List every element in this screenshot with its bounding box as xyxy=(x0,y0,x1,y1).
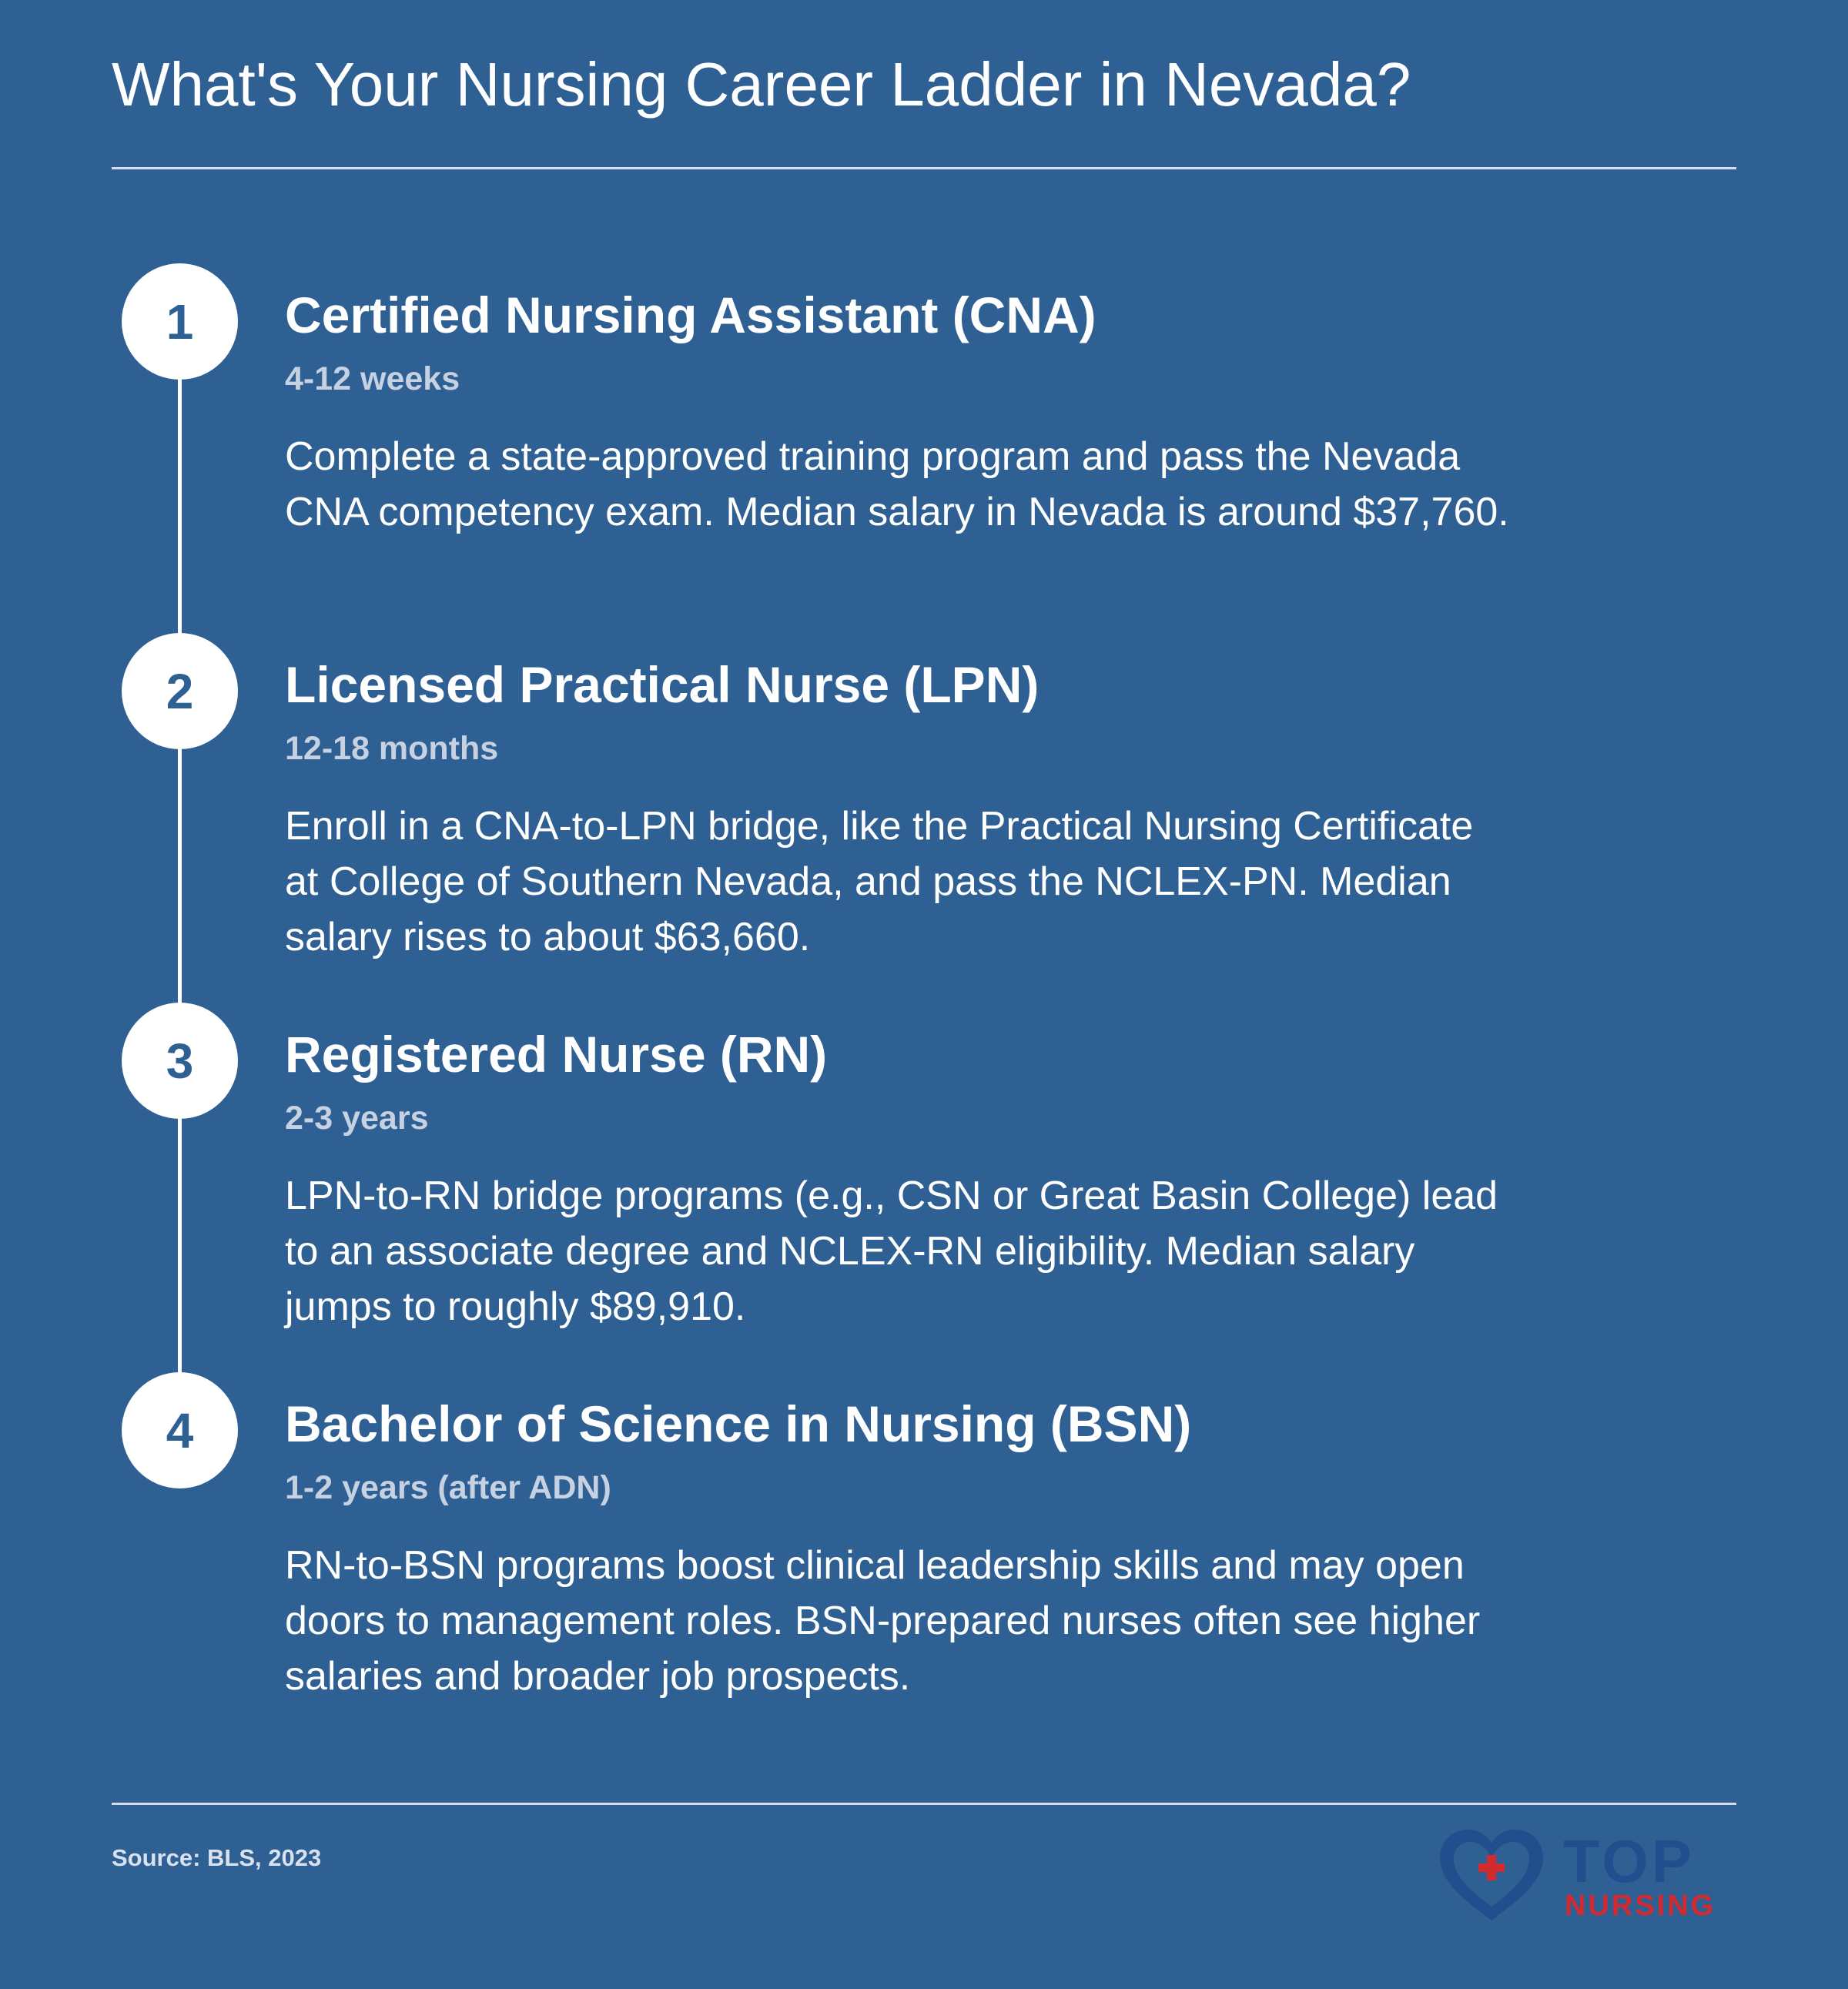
top-nursing-logo xyxy=(1434,1827,1742,1927)
step-2-circle xyxy=(122,633,238,749)
step-4-title: Bachelor of Science in Nursing (BSN) xyxy=(285,1395,1192,1452)
heart-cross-icon xyxy=(1434,1827,1549,1927)
step-3-description: LPN-to-RN bridge programs (e.g., CSN or Great Basin College) lead to an associate degree and NCLEX-RN eligibility. Median salary jumps to roughly $89,910. xyxy=(285,1173,1498,1329)
step-2-title: Licensed Practical Nurse (LPN) xyxy=(285,656,1040,713)
step-4-description: RN-to-BSN programs boost clinical leadership skills and may open doors to management roles. BSN-prepared nurses often see higher salaries and broader job prospects. xyxy=(285,1542,1481,1699)
step-1-circle xyxy=(122,263,238,380)
step-2-description: Enroll in a CNA-to-LPN bridge, like the Practical Nursing Certificate at College of Southern Nevada, and pass the NCLEX-PN. Median salary rises to about $63,660. xyxy=(285,803,1474,959)
step-4 xyxy=(285,1395,1517,1704)
step-3-circle xyxy=(122,1003,238,1119)
source-note: Source: BLS, 2023 xyxy=(112,1844,322,1871)
timeline-line xyxy=(178,308,182,1432)
step-1-title: Certified Nursing Assistant (CNA) xyxy=(285,286,1096,343)
bottom-divider xyxy=(112,1803,1736,1805)
step-3 xyxy=(285,1026,1517,1334)
step-2 xyxy=(285,656,1517,965)
step-3-number: 3 xyxy=(166,1033,194,1089)
step-4-duration: 1-2 years (after ADN) xyxy=(285,1468,611,1506)
step-2-duration: 12-18 months xyxy=(285,729,499,767)
step-4-circle xyxy=(122,1372,238,1488)
step-3-title: Registered Nurse (RN) xyxy=(285,1026,828,1083)
step-1-number: 1 xyxy=(166,293,194,350)
step-1-duration: 4-12 weeks xyxy=(285,360,460,397)
step-3-duration: 2-3 years xyxy=(285,1099,429,1137)
step-1 xyxy=(285,286,1517,540)
logo-top-text: TOP xyxy=(1563,1827,1695,1895)
top-divider xyxy=(112,167,1736,169)
step-1-description: Complete a state-approved training program and pass the Nevada CNA competency exam. Median salary in Nevada is around $37,760. xyxy=(285,434,1509,534)
step-2-number: 2 xyxy=(166,663,194,719)
page-title: What's Your Nursing Career Ladder in Nevada? xyxy=(112,50,1411,119)
logo-bottom-text: NURSING xyxy=(1565,1890,1716,1922)
step-4-number: 4 xyxy=(166,1402,194,1458)
